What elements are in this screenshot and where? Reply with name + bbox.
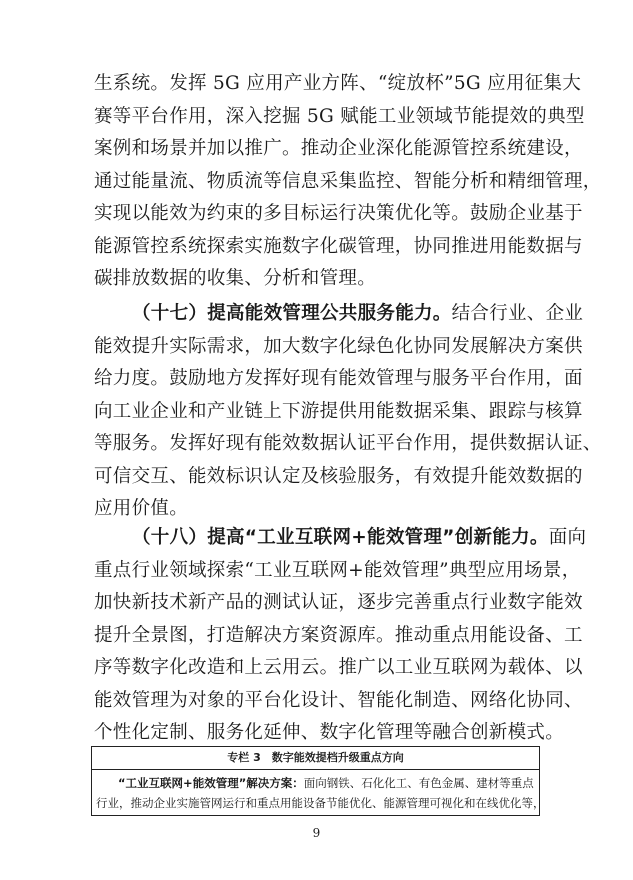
paragraph-industrial-internet (94, 522, 587, 750)
box-lead-rest: 面向钢铁、石化化工、有色金属、建材等重点 (303, 776, 534, 790)
heading-line-rest: 面向 (548, 527, 587, 548)
heading-line-rest: 结合行业、企业 (451, 303, 584, 324)
column-box (91, 746, 545, 816)
box-lead-label: “工业互联网+能效管理”解决方案： (118, 776, 304, 790)
text-line: 案例和场景并加以推广。推动企业深化能源管控系统建设， (94, 138, 583, 159)
text-line: 加快新技术新产品的测试认证，逐步完善重点行业数字能效 (94, 592, 583, 613)
text-line: 个性化定制、服务化延伸、数字化管理等融合创新模式。 (94, 722, 565, 743)
text-line: 可信交互、能效标识认定及核验服务，有效提升能效数据的 (94, 465, 583, 487)
text-line: 等服务。发挥好现有能效数据认证平台作用，提供数据认证、 (94, 433, 602, 454)
text-line: 通过能量流、物质流等信息采集监控、智能分析和精细管理， (94, 170, 602, 192)
text-line: 应用价值。 (94, 498, 189, 519)
column-box-body (92, 770, 545, 815)
text-line: 能效管理为对象的平台化设计、智能化制造、网络化协同、 (94, 689, 583, 711)
text-line: 生系统。发挥 5G 应用产业方阵、“绽放杯”5G 应用征集大 (94, 73, 582, 94)
text-line: 赛等平台作用，深入挖掘 5G 赋能工业领域节能提效的典型 (94, 105, 585, 127)
text-line (94, 298, 584, 331)
page-number: 9 (312, 826, 321, 840)
text-line: 能效提升实际需求，加大数字化绿色化协同发展解决方案供 (94, 335, 583, 357)
text-line: 实现以能效为约束的多目标运行决策优化等。鼓励企业基于 (94, 203, 583, 224)
text-line: 序等数字化改造和上云用云。推广以工业互联网为载体、以 (94, 657, 583, 678)
column-box-title: 专栏 3 数字能效提档升级重点方向 (92, 747, 539, 770)
text-line: 向工业企业和产业链上下游提供用能数据采集、跟踪与核算 (94, 400, 583, 422)
text-line (94, 522, 587, 555)
text-line: 提升全景图，打造解决方案资源库。推动重点用能设备、工 (94, 624, 583, 646)
text-line: 重点行业领域探索“工业互联网+能效管理”典型应用场景， (94, 559, 581, 581)
section-heading: （十七）提高能效管理公共服务能力。 (132, 303, 452, 324)
text-line: 碳排放数据的收集、分析和管理。 (94, 268, 377, 289)
paragraph-public-service (94, 298, 602, 526)
section-heading: （十八）提高“工业互联网+能效管理”创新能力。 (132, 527, 549, 548)
box-text-line: 行业，推动企业实施管网运行和重点用能设备节能优化、能源管理可视化和在线优化等， (96, 796, 545, 810)
text-line: 给力度。鼓励地方发挥好现有能效管理与服务平台作用，面 (94, 368, 583, 389)
text-line: 能源管控系统探索实施数字化碳管理，协同推进用能数据与 (94, 235, 583, 257)
box-text-line (96, 773, 535, 793)
paragraph-energy-control (94, 68, 602, 296)
